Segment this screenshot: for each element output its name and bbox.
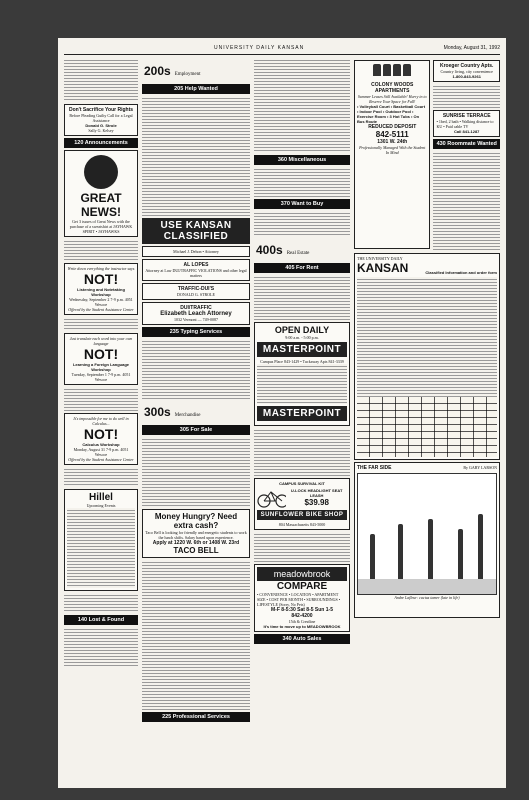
money-heading: Money Hungry? Need extra cash? bbox=[154, 512, 238, 530]
sunrise-ad bbox=[433, 110, 500, 137]
kroger-ad bbox=[433, 60, 500, 82]
far-side-cartoon bbox=[354, 462, 500, 618]
masterpointe-logo: MASTERPOINT bbox=[257, 342, 347, 357]
apartment-list: Campus Place 843-1429 • Tuckaway Apts 841-3339 bbox=[260, 359, 344, 364]
kroger-phone: 1-800-843-9261 bbox=[452, 74, 481, 79]
dui-lawyer: Elizabeth Leach Attorney bbox=[160, 311, 232, 317]
section-for-rent: 405 For Rent bbox=[254, 263, 350, 273]
section-help-wanted: 205 Help Wanted bbox=[142, 84, 250, 94]
survival-kit-heading: CAMPUS SURVIVAL KIT bbox=[279, 481, 325, 486]
event-title: Learning a Foreign Language Workshop bbox=[72, 362, 129, 372]
section-typing: 235 Typing Services bbox=[142, 327, 250, 337]
far-side-author: By GARY LARSON bbox=[463, 465, 497, 470]
great-news-ad bbox=[64, 150, 138, 237]
kit-price: $39.98 bbox=[304, 497, 329, 507]
lawyer-sub: Sally G. Kelsey bbox=[88, 128, 114, 133]
section-for-sale: 305 For Sale bbox=[142, 425, 250, 435]
merch-heading: 300s bbox=[144, 405, 171, 419]
al-lopes-ad bbox=[142, 259, 250, 281]
event-title: Calculus Workshop bbox=[82, 442, 120, 447]
offered-by: Offered by the Student Assistance Center bbox=[68, 457, 134, 462]
header-date: Monday, August 31, 1992 bbox=[443, 45, 500, 51]
desert-ground bbox=[358, 579, 496, 594]
body-text bbox=[254, 167, 350, 197]
offered-by: Offered by the Student Assistance Center bbox=[68, 307, 134, 312]
not-heading: NOT! bbox=[83, 271, 119, 287]
body-text bbox=[254, 211, 350, 237]
cactus-icon bbox=[370, 534, 375, 579]
hillel-heading: Hillel bbox=[89, 492, 113, 503]
traffic-heading: TRAFFIC-DUI'S bbox=[177, 286, 215, 292]
cactus-icon bbox=[478, 514, 483, 579]
event-date: Monday, August 31 7-9 p.m. 4051 Wescoe bbox=[73, 447, 129, 457]
section-want-to-buy: 370 Want to Buy bbox=[254, 199, 350, 209]
traffic-ad bbox=[142, 283, 250, 300]
colony-title: COLONY WOODS APARTMENTS bbox=[371, 82, 414, 94]
form-kansan: KANSAN bbox=[357, 261, 409, 275]
form-sub: Classified Information and order form bbox=[425, 270, 497, 275]
kroger-title: Kroeger Country Apts. bbox=[440, 63, 494, 69]
body-text bbox=[142, 339, 250, 399]
section-miscellaneous: 360 Miscellaneous bbox=[254, 155, 350, 165]
attorney-ad bbox=[142, 246, 250, 257]
ad-lead: Just translate each word into your own language bbox=[69, 336, 133, 346]
body-text bbox=[142, 560, 250, 710]
body-text bbox=[142, 437, 250, 507]
column-2 bbox=[142, 58, 250, 783]
employment-heading: 200s bbox=[144, 64, 171, 78]
cartoon-panel bbox=[357, 473, 497, 595]
far-side-title: THE FAR SIDE bbox=[357, 465, 392, 471]
body-text bbox=[254, 275, 350, 320]
sunrise-phone: Call 841-1287 bbox=[454, 129, 480, 134]
dui-phone: 1032 Vermont — 749-0087 bbox=[173, 317, 219, 322]
traffic-lawyer: DONALD G. STROLE bbox=[177, 292, 215, 297]
ad-lead: Write down everything the instructor says bbox=[67, 266, 135, 271]
page-header bbox=[64, 42, 500, 55]
cactus-icon bbox=[428, 519, 433, 579]
ad-heading: Don't Sacrifice Your Rights bbox=[68, 107, 134, 113]
legal-ad bbox=[64, 104, 138, 136]
hillel-events bbox=[67, 508, 135, 588]
reduced-deposit: REDUCED DEPOSIT bbox=[368, 124, 417, 130]
body-text bbox=[64, 239, 138, 261]
language-ad bbox=[64, 333, 138, 385]
meadowbrook-tagline: It's time to move up to MEADOWBROOK bbox=[263, 624, 341, 629]
open-daily: OPEN DAILY bbox=[274, 325, 330, 335]
meadowbrook-address: 15th & Crestline bbox=[288, 619, 316, 624]
column-3 bbox=[254, 58, 350, 783]
apartment-details bbox=[257, 364, 347, 404]
meadowbrook-logo: meadowbrook bbox=[257, 567, 347, 581]
event-date: Tuesday, September 1 7-9 p.m. 4051 Wescoe bbox=[71, 372, 131, 382]
section-auto-sales: 340 Auto Sales bbox=[254, 634, 350, 644]
merchandise-banner bbox=[142, 401, 250, 423]
cactus-icon bbox=[458, 529, 463, 579]
hillel-sub: Upcoming Events bbox=[86, 503, 116, 508]
great-news-body: Get 3 issues of Great News with the purchase of a sweatshirt at JAYHAWK SPIRIT • JAYHAWKS bbox=[69, 219, 133, 234]
body-text bbox=[142, 96, 250, 216]
form-grid[interactable] bbox=[357, 397, 497, 457]
section-announcements: 120 Announcements bbox=[64, 138, 138, 148]
al-lopes-heading: AL LOPES bbox=[183, 262, 209, 268]
employment-banner bbox=[142, 60, 250, 82]
colony-tagline: Professionally Managed With the Student In Mind bbox=[359, 145, 426, 155]
compare-list: • CONVENIENCE • LOCATION • APARTMENT SIZE • COST PER MONTH • SURROUNDINGS • LIFESTYLE (Sorry, No Pets) bbox=[257, 592, 341, 607]
lawyer-name: Donald G. Strole bbox=[85, 123, 117, 128]
bike-shop-address: 804 Massachusetts 843-5000 bbox=[278, 522, 326, 527]
body-text bbox=[254, 58, 350, 153]
real-estate-sub: Real Estate bbox=[286, 251, 310, 256]
colony-sub: Summer Leases Still Available! Hurry in to Reserve Your Space for Fall! bbox=[357, 94, 427, 104]
body-text bbox=[64, 593, 138, 613]
colony-woods-ad bbox=[354, 60, 430, 249]
body-text bbox=[254, 428, 350, 476]
cactus-icon bbox=[398, 524, 403, 579]
colony-phone: 842-5111 bbox=[375, 130, 409, 139]
body-text bbox=[64, 627, 138, 667]
meadowbrook-hours: M-F 8-5:30 Sat 8-5 Sun 1-5 bbox=[271, 607, 333, 613]
body-text bbox=[64, 387, 138, 411]
cartoon-caption: Andre Lafleur: cactus tamer (late in life) bbox=[394, 595, 460, 600]
ad-body: Before Pleading Guilty Call for a Legal Assistance bbox=[69, 113, 133, 123]
form-body[interactable] bbox=[357, 277, 497, 397]
body-text bbox=[254, 532, 350, 562]
attorney-name: Michael J. Dehon • Attorney bbox=[173, 249, 219, 254]
kroger-body: Country living, city convenience bbox=[440, 69, 493, 74]
meadowbrook-ad bbox=[254, 564, 350, 632]
colony-amenities: • Volleyball Court • Basketball Court • Indoor Pool • Outdoor Pool • Exercise Room • 3 Hot Tubs • On Bus Route bbox=[357, 104, 426, 124]
dui-heading: DUI/TRAFFIC bbox=[180, 305, 212, 311]
event-title: Listening and Notetaking Workshop bbox=[77, 287, 125, 297]
ad-lead: It's impossible for me to do well in Calculus... bbox=[73, 416, 129, 426]
open-hours: 9:00 a.m. - 5:00 p.m. bbox=[285, 335, 319, 340]
newspaper-page bbox=[58, 38, 506, 788]
colony-address: 1301 W. 24th bbox=[377, 139, 408, 145]
taco-bell-logo: TACO BELL bbox=[173, 546, 219, 555]
survival-kit-ad bbox=[254, 478, 350, 530]
masterpointe-logo-bottom: MASTERPOINT bbox=[257, 406, 347, 421]
not-heading: NOT! bbox=[83, 426, 119, 442]
merch-sub: Merchandise bbox=[174, 413, 201, 418]
notetaking-ad bbox=[64, 263, 138, 315]
classified-order-form bbox=[354, 253, 500, 460]
money-body: Taco Bell is looking for friendly and energetic students to work the lunch shifts. Salary based upon experience. bbox=[145, 530, 247, 540]
al-lopes-body: Attorney at Law DUI/TRAFFIC VIOLATIONS and other legal matters bbox=[145, 268, 247, 278]
dui-ad bbox=[142, 302, 250, 325]
body-text bbox=[64, 467, 138, 487]
body-text bbox=[433, 84, 500, 108]
meadowbrook-phone: 842-4200 bbox=[291, 613, 313, 619]
real-estate-banner bbox=[254, 239, 350, 261]
section-professional: 225 Professional Services bbox=[142, 712, 250, 722]
sunrise-list: • 1bed, 2 bath • Walking distance to KU • Paid cable TV bbox=[436, 119, 494, 129]
body-text bbox=[64, 58, 138, 102]
column-1 bbox=[64, 58, 138, 783]
not-heading: NOT! bbox=[83, 346, 119, 362]
body-text bbox=[433, 151, 500, 251]
section-lost-found: 140 Lost & Found bbox=[64, 615, 138, 625]
masterpointe-ad bbox=[254, 322, 350, 426]
body-text bbox=[64, 317, 138, 331]
use-kansan-banner: USE KANSAN CLASSIFIED bbox=[142, 218, 250, 244]
calculus-ad bbox=[64, 413, 138, 465]
real-estate-heading: 400s bbox=[256, 243, 283, 257]
face-illustration bbox=[84, 155, 118, 189]
hillel-ad bbox=[64, 489, 138, 591]
great-news-heading: GREAT NEWS! bbox=[80, 191, 122, 219]
section-roommate: 430 Roommate Wanted bbox=[433, 139, 500, 149]
header-masthead: UNIVERSITY DAILY KANSAN bbox=[214, 45, 305, 51]
column-4 bbox=[354, 58, 500, 783]
kit-items: U-LOCK HEADLIGHT SEAT LEASH bbox=[290, 487, 343, 498]
money-apply: Apply at 1220 W. 6th or 1408 W. 23rd bbox=[152, 540, 240, 546]
taco-bell-ad bbox=[142, 509, 250, 558]
bike-shop-name: SUNFLOWER BIKE SHOP bbox=[257, 510, 347, 520]
bicycle-icon bbox=[257, 486, 286, 508]
form-univ: THE UNIVERSITY DAILY bbox=[357, 256, 403, 261]
event-date: Wednesday, September 2 7-9 p.m. 4051 Wescoe bbox=[69, 297, 133, 307]
trees-icon bbox=[357, 63, 427, 82]
compare-heading: COMPARE bbox=[276, 581, 328, 592]
employment-sub: Employment bbox=[174, 72, 201, 77]
sunrise-title: SUNRISE TERRACE bbox=[442, 113, 491, 119]
